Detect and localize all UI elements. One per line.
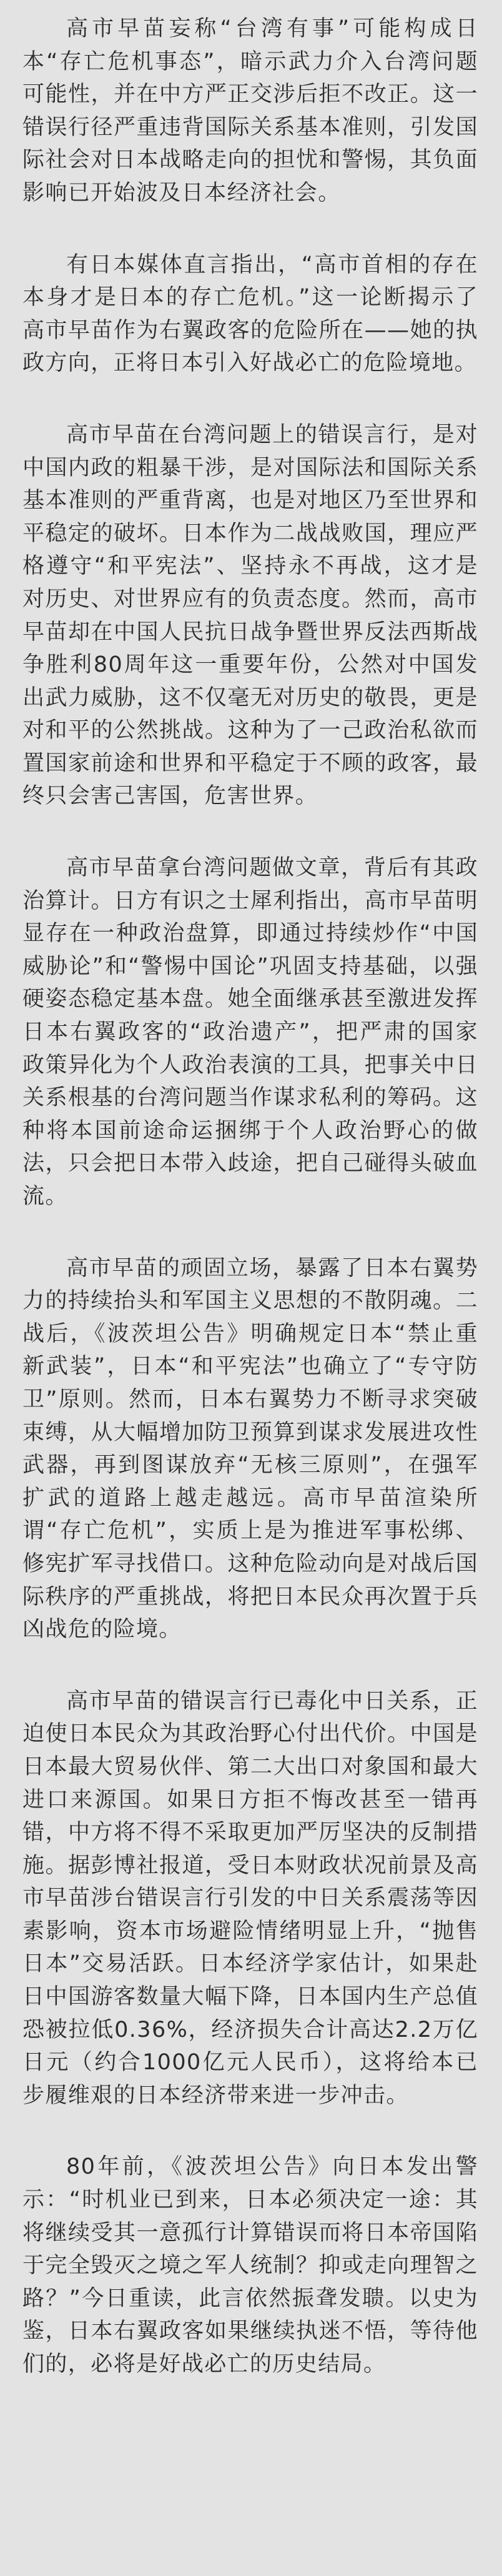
paragraph-spacer <box>22 2112 478 2151</box>
paragraph-spacer <box>22 210 478 249</box>
paragraph-spacer <box>22 1213 478 1252</box>
article-paragraph-2: 有日本媒体直言指出，“高市首相的存在本身才是日本的存亡危机。”这一论断揭示了高市早苗作为右翼政客的危险所在——她的执政方向，正将日本引入好战必亡的危险境地。 <box>22 252 478 376</box>
paragraph-spacer <box>22 813 478 852</box>
article-paragraph-4: 高市早苗拿台湾问题做文章，背后有其政治算计。日方有识之士犀利指出，高市早苗明显存在一种政治盘算，即通过持续炒作“中国威胁论”和“警惕中国论”巩固支持基础，以强硬姿态稳定基本盘。她全面继承甚至激进发挥日本右翼政客的“政治遗产”，把严肃的国家政策异化为个人政治表演的工具，把事关中日关系根基的台湾问题当作谋求私利的筹码。这种将本国前途命运捆绑于个人政治野心的做法，只会把日本带入歧途，把自己碰得头破血流。 <box>22 855 478 1209</box>
article-paragraph-1: 高市早苗妄称“台湾有事”可能构成日本“存亡危机事态”，暗示武力介入台湾问题可能性，并在中方严正交涉后拒不改正。这一错误行径严重违背国际关系基本准则，引发国际社会对日本战略走向的担忧和警惕，其负面影响已开始波及日本经济社会。 <box>22 16 478 206</box>
article-paragraph-3: 高市早苗在台湾问题上的错误言行，是对中国内政的粗暴干涉，是对国际法和国际关系基本准则的严重背离，也是对地区乃至世界和平稳定的破坏。日本作为二战战败国，理应严格遵守“和平宪法”、坚持永不再战，这才是对历史、对世界应有的负责态度。然而，高市早苗却在中国人民抗日战争暨世界反法西斯战争胜利80周年这一重要年份，公然对中国发出武力威胁，这不仅毫无对历史的敬畏，更是对和平的公然挑战。这种为了一己政治私欲而置国家前途和世界和平稳定于不顾的政客，最终只会害己害国，危害世界。 <box>22 422 478 809</box>
paragraph-spacer <box>22 380 478 419</box>
article-paragraph-5: 高市早苗的顽固立场，暴露了日本右翼势力的持续抬头和军国主义思想的不散阴魂。二战后，《波茨坦公告》明确规定日本“禁止重新武装”，日本“和平宪法”也确立了“专守防卫”原则。然而，日本右翼势力不断寻求突破束缚，从大幅增加防卫预算到谋求发展进攻性武器，再到图谋放弃“无核三原则”，在强军扩武的道路上越走越远。高市早苗渲染所谓“存亡危机”，实质上是为推进军事松绑、修宪扩军寻找借口。这种危险动向是对战后国际秩序的严重挑战，将把日本民众再次置于兵凶战危的险境。 <box>22 1255 478 1643</box>
article-paragraph-6: 高市早苗的错误言行已毒化中日关系，正迫使日本民众为其政治野心付出代价。中国是日本最大贸易伙伴、第二大出口对象国和最大进口来源国。如果日方拒不悔改甚至一错再错，中方将不得不采取更加严厉坚决的反制措施。据彭博社报道，受日本财政状况前景及高市早苗涉台错误言行引发的中日关系震荡等因素影响，资本市场避险情绪明显上升，“抛售日本”交易活跃。日本经济学家估计，如果赴日中国游客数量大幅下降，日本国内生产总值恐被拉低0.36%，经济损失合计高达2.2万亿日元（约合1000亿元人民币），这将给本已步履维艰的日本经济带来进一步冲击。 <box>22 1688 478 2108</box>
article-paragraph-7: 80年前，《波茨坦公告》向日本发出警示：“时机业已到来，日本必须决定一途：其将继续受其一意孤行计算错误而将日本帝国陷于完全毁灭之境之军人统制？抑或走向理智之路？”今日重读，此言依然振聋发聩。以史为鉴，日本右翼政客如果继续执迷不悟，等待他们的，必将是好战必亡的历史结局。 <box>22 2154 478 2377</box>
paragraph-spacer <box>22 1646 478 1685</box>
